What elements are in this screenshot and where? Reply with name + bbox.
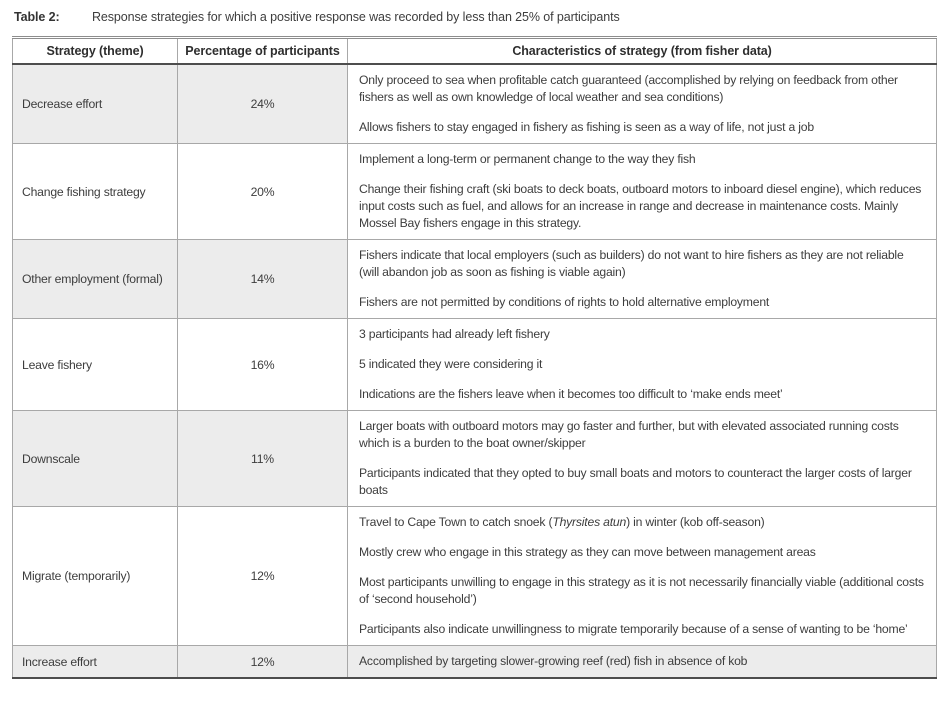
characteristics-cell	[348, 240, 937, 319]
characteristic-paragraph: Only proceed to sea when profitable catch guaranteed (accomplished by relying on feedback from other fishers as well as own knowledge of local weather and sea conditions)	[359, 73, 898, 104]
percentage-cell: 11%	[178, 411, 348, 507]
characteristic-paragraph: Accomplished by targeting slower-growing reef (red) fish in absence of kob	[359, 654, 748, 668]
response-strategies-table	[12, 39, 937, 679]
characteristic-paragraph: Allows fishers to stay engaged in fishery as fishing is seen as a way of life, not just a job	[359, 120, 814, 134]
table-caption-text: Response strategies for which a positive response was recorded by less than 25% of participants	[92, 10, 620, 24]
table-row	[13, 240, 937, 319]
characteristics-cell	[348, 144, 937, 240]
characteristic-paragraph: 3 participants had already left fishery	[359, 327, 550, 341]
percentage-cell: 12%	[178, 646, 348, 679]
table-row	[13, 646, 937, 679]
table-caption	[14, 10, 949, 24]
characteristics-cell	[348, 411, 937, 507]
header-row	[13, 39, 937, 64]
characteristic-paragraph: Change their fishing craft (ski boats to deck boats, outboard motors to inboard diesel engine), which reduces input costs such as fuel, and allows for an increase in range and decrease in maintenance costs. Mainly Mossel Bay fishers engage in this strategy.	[359, 182, 922, 230]
table-header	[13, 39, 937, 64]
percentage-cell: 20%	[178, 144, 348, 240]
strategy-cell: Other employment (formal)	[13, 240, 178, 319]
header-percentage: Percentage of participants	[178, 39, 348, 64]
strategy-cell: Downscale	[13, 411, 178, 507]
characteristic-paragraph: Travel to Cape Town to catch snoek (Thyrsites atun) in winter (kob off-season)	[359, 515, 765, 529]
characteristic-paragraph: Participants also indicate unwillingness to migrate temporarily because of a sense of wanting to be ‘home’	[359, 622, 908, 636]
characteristics-cell	[348, 64, 937, 144]
characteristics-cell	[348, 507, 937, 646]
strategy-cell: Leave fishery	[13, 319, 178, 411]
strategy-cell: Decrease effort	[13, 64, 178, 144]
characteristic-paragraph: Indications are the fishers leave when it becomes too difficult to ‘make ends meet’	[359, 387, 783, 401]
characteristic-paragraph: Fishers indicate that local employers (such as builders) do not want to hire fishers as they are not reliable (will abandon job as soon as fishing is viable again)	[359, 248, 904, 279]
header-strategy: Strategy (theme)	[13, 39, 178, 64]
strategy-cell: Change fishing strategy	[13, 144, 178, 240]
characteristic-paragraph: Fishers are not permitted by conditions of rights to hold alternative employment	[359, 295, 770, 309]
percentage-cell: 16%	[178, 319, 348, 411]
characteristic-paragraph: Larger boats with outboard motors may go faster and further, but with elevated associated running costs which is a burden to the boat owner/skipper	[359, 419, 899, 450]
percentage-cell: 12%	[178, 507, 348, 646]
characteristic-paragraph: Most participants unwilling to engage in this strategy as it is not necessarily financially viable (additional costs of ‘second household’)	[359, 575, 924, 606]
characteristic-paragraph: Implement a long-term or permanent change to the way they fish	[359, 152, 696, 166]
table-row	[13, 64, 937, 144]
characteristic-paragraph: Participants indicated that they opted to buy small boats and motors to counteract the larger costs of larger boats	[359, 466, 912, 497]
characteristic-paragraph: Mostly crew who engage in this strategy as they can move between management areas	[359, 545, 816, 559]
table-row	[13, 507, 937, 646]
header-characteristics: Characteristics of strategy (from fisher data)	[348, 39, 937, 64]
characteristic-paragraph: 5 indicated they were considering it	[359, 357, 543, 371]
table-row	[13, 319, 937, 411]
characteristics-cell	[348, 646, 937, 679]
strategies-table	[12, 36, 937, 679]
table-row	[13, 144, 937, 240]
table-row	[13, 411, 937, 507]
strategy-cell: Migrate (temporarily)	[13, 507, 178, 646]
table-caption-label: Table 2:	[14, 10, 60, 24]
table-body	[13, 64, 937, 678]
characteristics-cell	[348, 319, 937, 411]
percentage-cell: 14%	[178, 240, 348, 319]
percentage-cell: 24%	[178, 64, 348, 144]
strategy-cell: Increase effort	[13, 646, 178, 679]
